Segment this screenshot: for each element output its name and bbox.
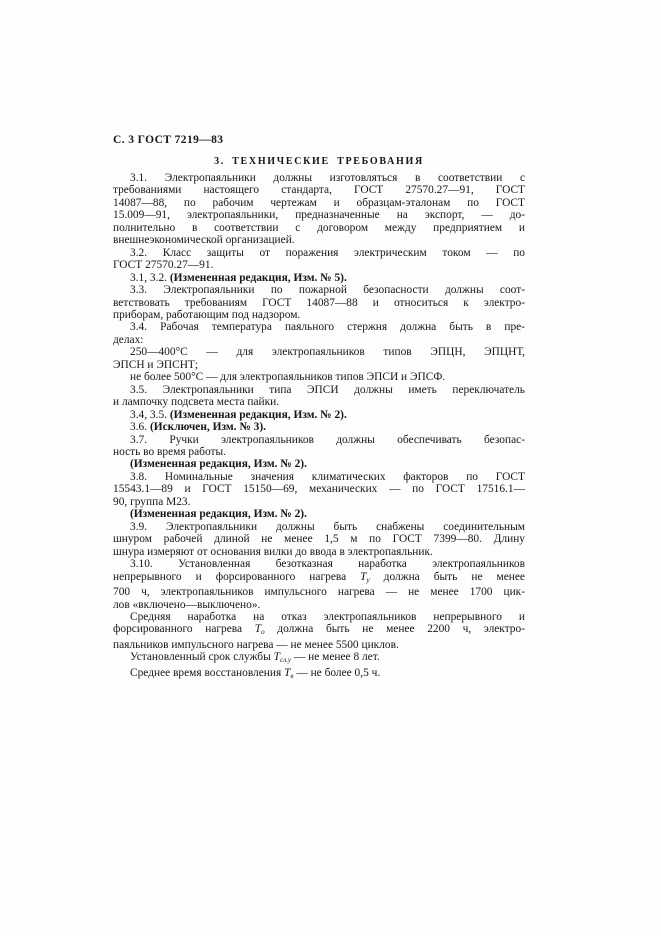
paragraph <box>113 471 525 508</box>
text-line <box>113 651 525 667</box>
paragraph <box>113 611 525 651</box>
paragraph <box>113 421 525 433</box>
text-segment: 3.5. Электропаяльники типа ЭПСИ должны иметь переключатель <box>130 383 525 396</box>
text-line <box>113 184 525 196</box>
text-segment: полнительно в соответствии с договором между предприятием и <box>113 221 525 234</box>
text-segment: лов «включено—выключено». <box>113 598 261 611</box>
text-segment: (Исключен, Изм. № 3). <box>149 421 266 434</box>
paragraph <box>113 247 525 272</box>
text-segment: делах: <box>113 333 144 346</box>
text-segment: шнуром рабочей длиной не менее 1,5 м по ГОСТ 7399—80. Длину <box>113 533 525 546</box>
text-line <box>113 371 525 383</box>
text-line <box>113 483 525 495</box>
paragraph <box>113 434 525 459</box>
text-line <box>113 434 525 446</box>
running-header: С. 3 ГОСТ 7219—83 <box>113 134 224 146</box>
text-segment: и лампочку подсвета места пайки. <box>113 396 280 409</box>
text-line <box>113 297 525 309</box>
text-segment: 3.9. Электропаяльники должны быть снабжены соединительным <box>130 520 525 533</box>
text-segment: Средняя наработка на отказ электропаяльников непрерывного и <box>130 610 525 623</box>
text-line <box>113 533 525 545</box>
document-body <box>113 172 525 683</box>
text-segment: должна быть не менее <box>369 570 525 583</box>
paragraph <box>113 521 525 558</box>
paragraph <box>113 508 525 520</box>
paragraph <box>113 172 525 247</box>
text-segment: 90, группа М23. <box>113 495 191 508</box>
text-segment: шнура измеряют от основания вилки до ввода в электропаяльник. <box>113 545 433 558</box>
text-line <box>113 667 525 683</box>
text-line <box>113 334 525 346</box>
text-segment: 3.1. Электропаяльники должны изготовляться в соответствии с <box>130 172 525 184</box>
text-segment: (Измененная редакция, Изм. № 2). <box>130 458 307 471</box>
text-segment: ветствовать требованиям ГОСТ 14087—88 и относиться к электро- <box>113 296 525 309</box>
text-segment: — не менее 8 лет. <box>291 651 380 664</box>
text-line <box>113 222 525 234</box>
text-line <box>113 272 525 284</box>
text-line <box>113 571 525 587</box>
text-segment: ЭПСН и ЭПСНТ; <box>113 358 199 371</box>
text-segment: 14087—88, по рабочим чертежам и образцам-эталонам по ГОСТ <box>113 196 525 209</box>
text-segment: Т <box>273 651 280 664</box>
text-line <box>113 384 525 396</box>
text-line <box>113 496 525 508</box>
text-line <box>113 586 525 598</box>
text-line <box>113 446 525 458</box>
paragraph <box>113 651 525 667</box>
paragraph <box>113 384 525 409</box>
text-line <box>113 197 525 209</box>
text-line <box>113 639 525 651</box>
text-line <box>113 234 525 246</box>
text-segment: 15543.1—89 и ГОСТ 15150—69, механических — по ГОСТ 17516.1— <box>113 483 525 496</box>
text-line <box>113 599 525 611</box>
text-segment: о <box>261 628 265 637</box>
text-line <box>113 359 525 371</box>
paragraph <box>113 371 525 383</box>
text-line <box>113 309 525 321</box>
text-line <box>113 521 525 533</box>
text-segment: не более 500°С — для электропаяльников типов ЭПСИ и ЭПСФ. <box>130 371 446 384</box>
text-line <box>113 508 525 520</box>
text-segment: ность во время работы. <box>113 445 226 458</box>
text-segment: 3.10. Установленная безотказная наработка электропаяльников <box>130 558 525 571</box>
text-segment: приборам, работающим под надзором. <box>113 308 301 321</box>
text-line <box>113 623 525 639</box>
text-segment: у <box>366 575 370 584</box>
text-line <box>113 247 525 259</box>
text-segment: (Измененная редакция, Изм. № 2). <box>169 408 347 421</box>
text-segment: ГОСТ 27570.27—91. <box>113 259 214 272</box>
text-segment: — не более 0,5 ч. <box>293 667 381 679</box>
text-segment: Т <box>360 570 367 583</box>
text-segment: 3.8. Номинальные значения климатических факторов по ГОСТ <box>130 470 525 483</box>
text-segment: в <box>290 672 294 681</box>
text-line <box>113 396 525 408</box>
text-segment: 3.3. Электропаяльники по пожарной безопасности должны соот- <box>130 284 525 297</box>
text-segment: (Измененная редакция, Изм. № 2). <box>130 508 307 521</box>
text-line <box>113 471 525 483</box>
text-segment: форсированного нагрева <box>113 623 255 636</box>
text-segment: 3.1, 3.2. <box>130 271 170 284</box>
text-line <box>113 421 525 433</box>
text-line <box>113 209 525 221</box>
text-segment: 3.6. <box>130 421 150 434</box>
text-segment: 250—400°С — для электропаяльников типов ЭПЦН, ЭПЦНТ, <box>130 346 525 359</box>
text-line <box>113 284 525 296</box>
text-segment: Т <box>284 667 291 679</box>
text-line <box>113 558 525 570</box>
text-segment: 15.009—91, электропаяльники, предназначенные на экспорт, — до- <box>113 209 525 222</box>
text-segment: 3.4, 3.5. <box>130 408 170 421</box>
paragraph <box>113 272 525 284</box>
text-line <box>113 259 525 271</box>
paragraph <box>113 667 525 683</box>
text-segment: должна быть не менее 2200 ч, электро- <box>264 623 525 636</box>
text-line <box>113 458 525 470</box>
text-segment: 3.4. Рабочая температура паяльного стержня должна быть в пре- <box>130 321 525 334</box>
text-segment: Установленный срок службы <box>130 651 274 664</box>
section-title: 3. ТЕХНИЧЕСКИЕ ТРЕБОВАНИЯ <box>214 156 424 167</box>
paragraph <box>113 458 525 470</box>
text-segment: паяльников импульсного нагрева — не менее 5500 циклов. <box>113 638 399 651</box>
text-line <box>113 321 525 333</box>
text-segment: 3.2. Класс защиты от поражения электрическим током — по <box>130 246 525 259</box>
text-segment: 700 ч, электропаяльников импульсного нагрева — не менее 1700 цик- <box>113 586 525 599</box>
paragraph <box>113 284 525 321</box>
text-line <box>113 346 525 358</box>
text-line <box>113 611 525 623</box>
text-segment: непрерывного и форсированного нагрева <box>113 570 361 583</box>
text-segment: (Измененная редакция, Изм. № 5). <box>169 271 347 284</box>
text-segment: требованиями настоящего стандарта, ГОСТ 27570.27—91, ГОСТ <box>113 184 525 197</box>
paragraph <box>113 409 525 421</box>
paragraph <box>113 558 525 611</box>
text-segment: 3.7. Ручки электропаяльников должны обеспечивать безопас- <box>130 433 525 446</box>
text-segment: внешнеэкономической организацией. <box>113 234 295 247</box>
text-segment: Т <box>254 623 262 636</box>
text-segment: Среднее время восстановления <box>130 667 285 679</box>
text-line <box>113 409 525 421</box>
text-segment: сл.у <box>279 656 292 665</box>
text-line <box>113 172 525 184</box>
text-line <box>113 546 525 558</box>
paragraph <box>113 346 525 371</box>
paragraph <box>113 321 525 346</box>
